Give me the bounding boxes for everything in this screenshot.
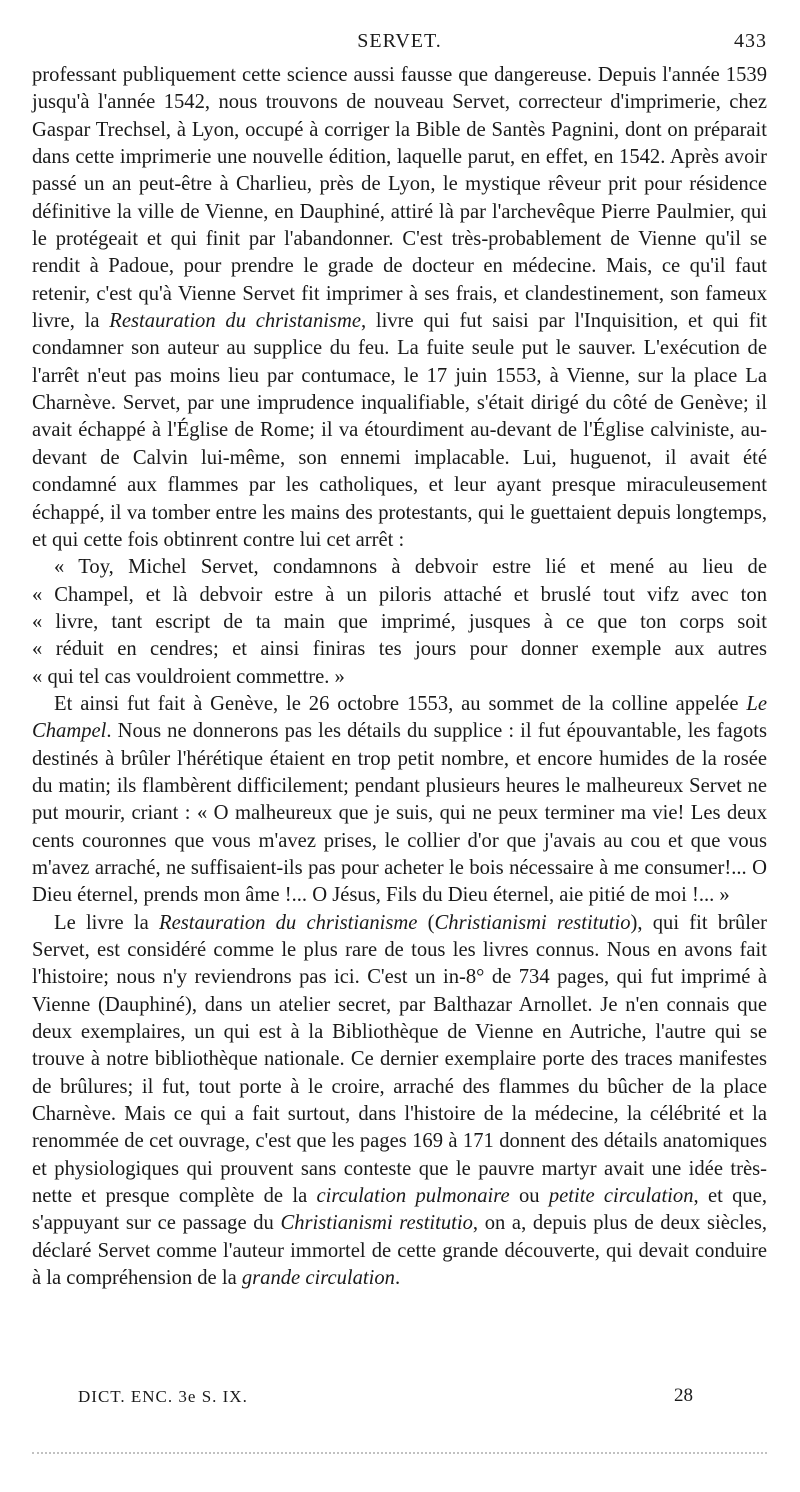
italic-title: Christianismi restitutio <box>280 1212 473 1235</box>
quote-line: « qui tel cas vouldroient commettre. » <box>32 665 345 688</box>
text-run: , on a, depuis plus de deux siècles, déclaré Servet comme l'auteur immortel de cette grande découverte, qui devait conduire à la compréhension de la <box>32 1212 768 1290</box>
quote-line: « livre, tant escript de ta main que imprimé, jusques à ce que ton corps soit <box>32 610 767 633</box>
sheet-number: 28 <box>674 1385 693 1406</box>
text-run: ), qui fit brûler Servet, est considéré comme le plus rare de tous les livres connus. Nous en avons fait l'histoire; nous n'y reviendrons pas ici. C'est un in-8° de 734 pages, qui fut imprimé à Vienne (Dauphiné), dans un atelier secret, par Balthazar Arnollet. Je n'en connais que deux exemplaires, un qui est à la Bibliothèque de Vienne en Autriche, l'autre qui se trouve à notre bibliothèque nationale. Ce dernier exemplaire porte des traces manifestes de brûlures; il fut, tout porte à le croire, arraché des flammes du bûcher de la place Charnève. Mais ce qui a fait surtout, dans l'histoire de la médecine, la célébrité et la renommée de cet ouvrage, c'est que les pages 169 à 171 donnent des détails anatomiques et physiologiques qui prouvent sans conteste que le pauvre martyr avait une idée très-nette et presque complète de la <box>32 911 767 1208</box>
text-run: . <box>394 1267 401 1290</box>
italic-title: Restauration du christianisme <box>159 911 418 934</box>
page-footer <box>78 1385 693 1411</box>
page-number: 433 <box>734 30 767 52</box>
italic-term: circulation pulmonaire <box>316 1185 510 1208</box>
text-run: professant publiquement cette science aussi fausse que dangereuse. Depuis l'année 1539 jusqu'à l'année 1542, nous trouvons de nouveau Servet, correcteur d'imprimerie, chez Gaspar Trechsel, à Lyon, occupé à corriger la Bible de Santès Pagnini, dont on préparait dans cette imprimerie une nouvelle édition, laquelle parut, en effet, en 1542. Après avoir passé un an peut-être à Charlieu, près de Lyon, le mystique rêveur prit pour résidence définitive la ville de Vienne, en Dauphiné, attiré là par l'archevêque Pierre Paulmier, qui le protégeait et qui finit par l'abandonner. C'est très-probablement de Vienne qu'il se rendit à Padoue, pour prendre le grade de docteur en médecine. Mais, ce qu'il faut retenir, c'est qu'à Vienne Servet fit imprimer à ses frais, et clandestinement, son fameux livre, la <box>32 64 767 333</box>
verdict-quote <box>32 554 767 691</box>
italic-term: petite circulation <box>548 1185 694 1208</box>
paragraph-1 <box>32 62 767 554</box>
dotted-rule <box>32 1452 767 1456</box>
body-text <box>32 62 767 1292</box>
italic-title: Christianismi restitutio <box>434 911 631 934</box>
text-run: ou <box>509 1185 549 1208</box>
italic-title: Restauration du christanisme <box>109 310 361 333</box>
running-title: SERVET. <box>357 30 442 52</box>
text-run: , et que, s'appuyant sur ce passage du <box>32 1185 767 1235</box>
signature-mark: DICT. ENC. 3e S. IX. <box>78 1387 248 1406</box>
quote-line: « Champel, et là debvoir estre à un piloris attaché et bruslé tout vifz avec ton <box>32 583 767 606</box>
italic-place: Le Champel <box>32 692 767 743</box>
text-run: ( <box>417 911 435 934</box>
text-run: , livre qui fut saisi par l'Inquisition, et qui fit condamner son auteur au supplice du feu. La fuite seule put le sauver. L'exécution de l'arrêt n'eut pas moins lieu par contumace, le 17 juin 1553, à Vienne, sur la place La Charnève. Servet, par une imprudence inqualifiable, s'était dirigé du côté de Genève; il avait échappé à l'Église de Rome; il va étourdiment au-devant de l'Église calviniste, au-devant de Calvin lui-même, son ennemi implacable. Lui, huguenot, il avait été condamné aux flammes par les catholiques, et leur ayant presque miraculeusement échappé, il va tomber entre les mains des protestants, qui le guettaient depuis longtemps, et qui cette fois obtinrent contre lui cet arrêt : <box>32 310 768 551</box>
text-run: Et ainsi fut fait à Genève, le 26 octobre 1553, au sommet de la colline appelée <box>54 692 747 715</box>
running-header <box>32 30 767 58</box>
paragraph-3 <box>32 910 767 1293</box>
quote-line: « réduit en cendres; et ainsi finiras tes jours pour donner exemple aux autres <box>32 638 767 661</box>
paragraph-2 <box>32 691 767 910</box>
text-run: Le livre la <box>54 911 160 934</box>
quote-line: « Toy, Michel Servet, condamnons à debvoir estre lié et mené au lieu de <box>54 556 767 579</box>
text-run: . Nous ne donnerons pas les détails du supplice : il fut épouvantable, les fagots destinés à brûler l'hérétique étaient en trop petit nombre, et encore humides de la rosée du matin; ils flambèrent difficilement; pendant plusieurs heures le malheureux Servet ne put mourir, criant : « O malheureux que je suis, qui ne peux terminer ma vie! Les deux cents couronnes que vous m'avez prises, le collier d'or que j'avais au cou et que vous m'avez arraché, ne suffisaient-ils pas pour acheter le bois nécessaire à me consumer!... O Dieu éternel, prends mon âme !... O Jésus, Fils du Dieu éternel, aie pitié de moi !... » <box>32 720 767 907</box>
italic-term: grande circulation <box>241 1267 395 1290</box>
